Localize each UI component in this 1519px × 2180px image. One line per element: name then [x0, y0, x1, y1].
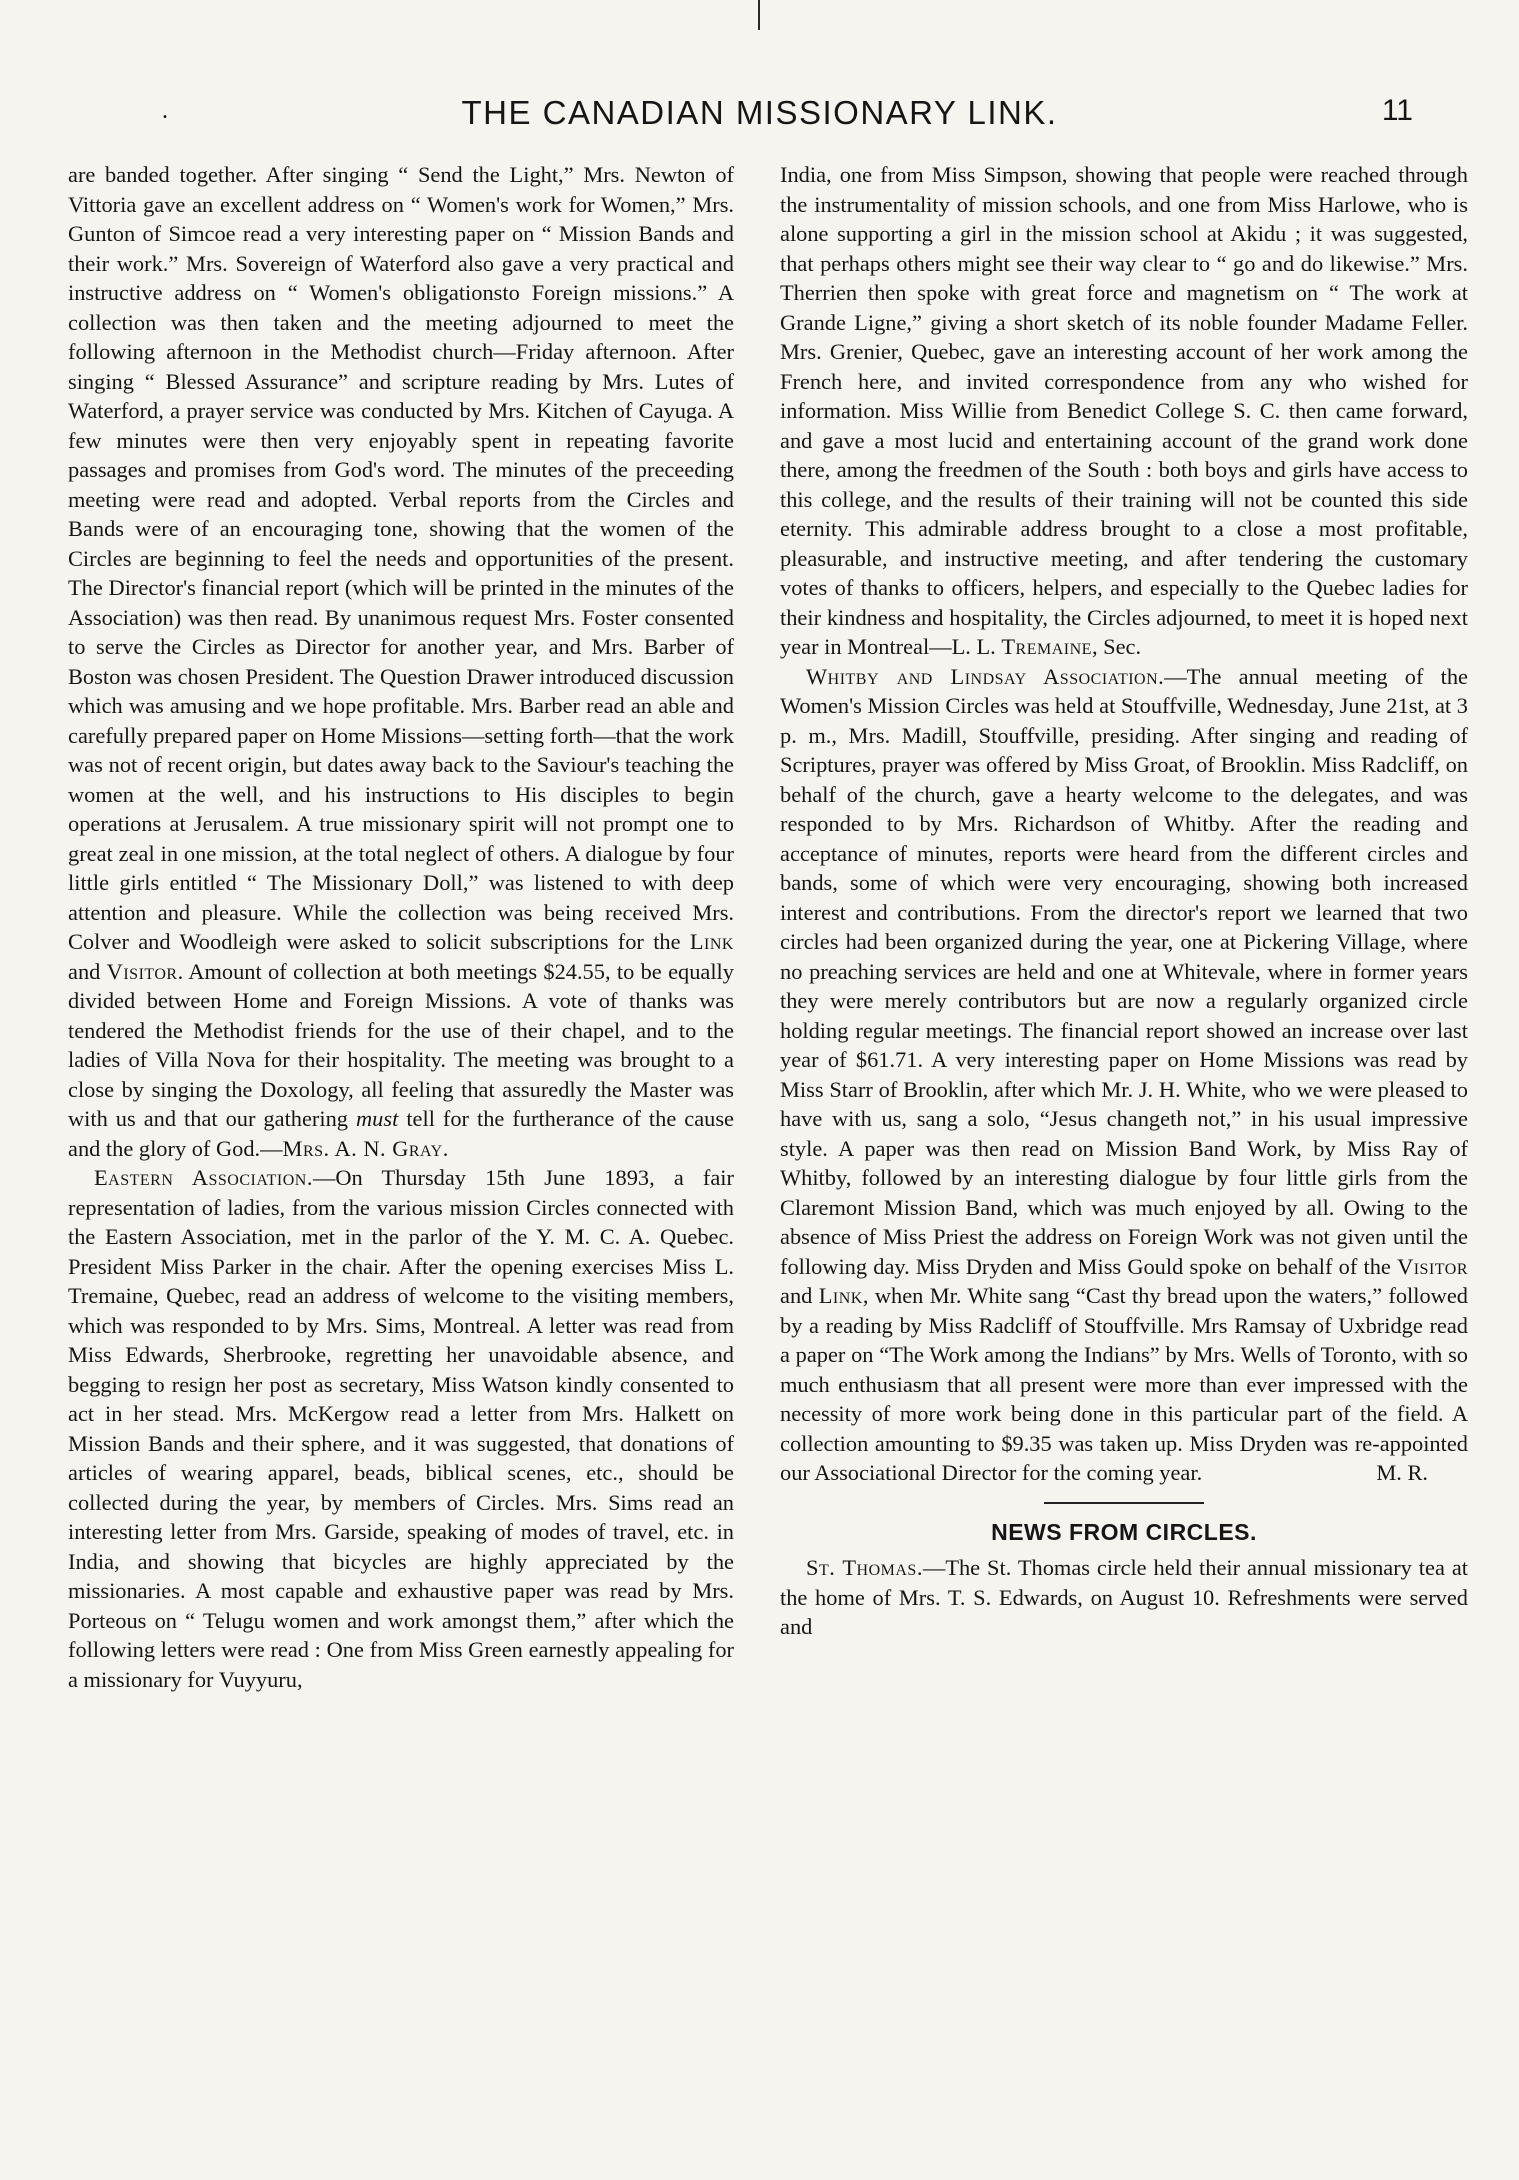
paragraph-text: , when Mr. White sang “Cast thy bread upon the waters,” followed by a reading by Miss Radcliff of Stouffville. Mrs Ramsay of Uxbridge read a paper on “The Work among the Indians” by Mrs. Wells of Toronto, with so much enthusiasm that all present were more than ever impressed with the necessity of more work being done in this particular part of the field. A collection amounting to $9.35 was taken up. Miss Dryden was re-appointed our Associational Director for the coming year. — [780, 1283, 1468, 1485]
paragraph-text: India, one from Miss Simpson, showing that people were reached through the instrumentality of mission schools, and one from Miss Harlowe, who is alone supporting a girl in the mission school at Akidu ; it was suggested, that perhaps others might see their way clear to “ go and do likewise.” Mrs. Therrien then spoke with great force and magnetism on “ The work at Grande Ligne,” giving a short sketch of its noble founder Madame Feller. Mrs. Grenier, Quebec, gave an interesting account of her work among the French here, and invited correspondence from any who wished for information. Miss Willie from Benedict College S. C. then came forward, and gave a most lucid and entertaining account of the grand work done there, among the freedmen of the South : both boys and girls have access to this college, and the results of their training will not be counted this side eternity. This admirable address brought to a close a most profitable, pleasurable, and instructive meeting, and after tendering the customary votes of thanks to officers, helpers, and especially to the Quebec ladies for their kindness and hospitality, the Circles adjourned, to meet it is hoped next year in Montreal—L. L. — [780, 162, 1468, 659]
paragraph-whitby-lindsay-association — [780, 662, 1468, 1488]
visitor-magazine-name: Visitor — [1397, 1253, 1468, 1279]
conjunction-text: and — [68, 958, 101, 984]
signature-suffix: , Sec. — [1091, 634, 1142, 659]
paragraph-text: —On Thursday 15th June 1893, a fair representation of ladies, from the various mission Circles connected with the Eastern Association, met in the parlor of the Y. M. C. A. Quebec. President Miss Parker in the chair. After the opening exercises Miss L. Tremaine, Quebec, read an address of welcome to the visiting members, which was responded to by Mrs. Sims, Montreal. A letter was read from Miss Edwards, Sherbrooke, regretting her unavoidable absence, and begging to resign her post as secretary, Miss Watson kindly consented to act in her stead. Mrs. McKergow read a letter from Mrs. Halkett on Mission Bands and their sphere, and it was suggested, that donations of articles of wearing apparel, beads, biblical scenes, etc., should be collected during the year, by members of Circles. Mrs. Sims read an interesting letter from Mrs. Garside, speaking of modes of travel, etc. in India, and showing that bicycles are highly appreciated by the missionaries. A most capable and exhaustive paper was read by Mrs. Porteous on “ Telugu women and work amongst them,” after which the following letters were read : One from Miss Green earnestly appealing for a missionary for Vuyyuru, — [68, 1165, 734, 1692]
link-magazine-name: Link — [689, 929, 734, 954]
page-title: THE CANADIAN MISSIONARY LINK. — [461, 94, 1058, 131]
signature: Mrs. A. N. Gray. — [282, 1135, 449, 1161]
paragraph-eastern-association — [68, 1163, 734, 1694]
section-lead: St. Thomas. — [806, 1555, 923, 1580]
emphasis-text: must — [356, 1106, 399, 1131]
section-divider — [1044, 1502, 1204, 1504]
signature: Tremaine — [1001, 634, 1092, 659]
section-lead: Eastern Association. — [94, 1165, 313, 1190]
paragraph-text: tell for the furtherance of the cause and the glory of God.— — [68, 1106, 734, 1161]
page-header — [70, 90, 1449, 140]
paragraph-text: . Amount of collection at both meetings $24.55, to be equally divided between Home and Foreign Missions. A vote of thanks was tendered the Methodist friends for the use of their chapel, and to the ladies of Villa Nova for their hospitality. The meeting was brought to a close by singing the Doxology, all feeling that assuredly the Master was with us and that our gathering — [68, 958, 734, 1131]
page-number: 11 — [1381, 94, 1413, 127]
section-heading: NEWS FROM CIRCLES. — [991, 1518, 1257, 1545]
visitor-magazine-name: Visitor — [106, 958, 178, 984]
paragraph-text: —The St. Thomas circle held their annual missionary tea at the home of Mrs. T. S. Edwards, on August 10. Refreshments were served and — [780, 1555, 1468, 1639]
right-column — [780, 160, 1468, 1642]
link-magazine-name: Link — [818, 1283, 863, 1308]
header-dot: . — [162, 98, 168, 124]
signature: M. R. — [1376, 1460, 1428, 1485]
paragraph-text: —The annual meeting of the Women's Mission Circles was held at Stouffville, Wednesday, June 21st, at 3 p. m., Mrs. Madill, Stouffville, presiding. After singing and reading of Scriptures, prayer was offered by Miss Groat, of Brooklin. Miss Radcliff, on behalf of the church, gave a hearty welcome to the delegates, and was responded to by Mrs. Richardson of Whitby. After the reading and acceptance of minutes, reports were heard from the different circles and bands, some of which were very encouraging, showing both increased interest and contributions. From the director's report we learned that two circles had been organized during the year, one at Pickering Village, where no preaching services are held and one at Whitevale, where in former years they were merely contributors but are now a regularly organized circle holding regular meetings. The financial report showed an increase over last year of $61.71. A very interesting paper on Home Missions was read by Miss Starr of Brooklin, after which Mr. J. H. White, who we were pleased to have with us, sang a solo, “Jesus changeth not,” in his usual impressive style. A paper was then read on Mission Band Work, by Miss Ray of Whitby, followed by an interesting dialogue by four little girls from the Claremont Mission Band, which was much enjoyed by all. Owing to the absence of Miss Priest the address on Foreign Work was not given until the following day. Miss Dryden and Miss Gould spoke on behalf of the — [780, 663, 1468, 1279]
paragraph-st-thomas — [780, 1553, 1468, 1642]
section-lead: Whitby and Lindsay Association. — [806, 663, 1165, 689]
paragraph-niagara-association — [68, 160, 734, 1163]
conjunction-text: and — [780, 1283, 813, 1308]
top-fold-rule — [758, 0, 760, 30]
paragraph-eastern-continued — [780, 160, 1468, 662]
left-column — [68, 160, 734, 1694]
paragraph-text: are banded together. After singing “ Send the Light,” Mrs. Newton of Vittoria gave an excellent address on “ Women's work for Women,” Mrs. Gunton of Simcoe read a very interesting paper on “ Mission Bands and their work.” Mrs. Sovereign of Waterford also gave a very practical and instructive address on “ Women's obligationsto Foreign missions.” A collection was then taken and the meeting adjourned to meet the following afternoon in the Methodist church—Friday afternoon. After singing “ Blessed Assurance” and scripture reading by Mrs. Lutes of Waterford, a prayer service was conducted by Mrs. Kitchen of Cayuga. A few minutes were then very enjoyably spent in repeating favorite passages and promises from God's word. The minutes of the preceeding meeting were read and adopted. Verbal reports from the Circles and Bands were of an encouraging tone, showing that the women of the Circles are beginning to feel the needs and opportunities of the present. The Director's financial report (which will be printed in the minutes of the Association) was then read. By unanimous request Mrs. Foster consented to serve the Circles as Director for another year, and Mrs. Barber of Boston was chosen President. The Question Drawer introduced discussion which was amusing and we hope profitable. Mrs. Barber read an able and carefully prepared paper on Home Missions—setting forth—that the work was not of recent origin, but dates away back to the Saviour's teaching the women at the well, and his instructions to His disciples to begin operations at Jerusalem. A true missionary spirit will not prompt one to great zeal in one mission, at the total neglect of others. A dialogue by four little girls entitled “ The Missionary Doll,” was listened to with deep attention and pleasure. While the collection was being received Mrs. Colver and Woodleigh were asked to solicit subscriptions for the — [68, 162, 734, 954]
